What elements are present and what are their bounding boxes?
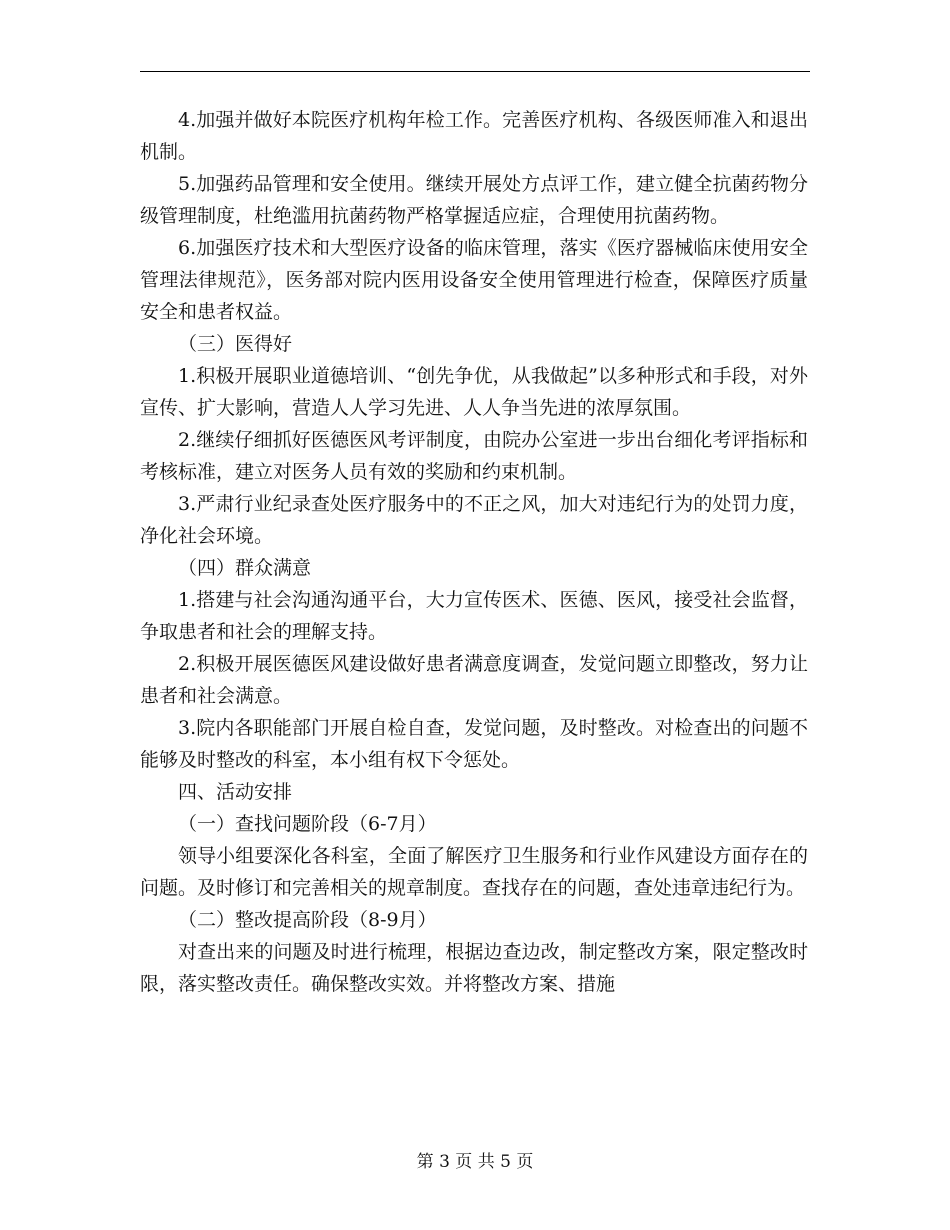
section-heading: （三）医得好 (178, 333, 293, 355)
paragraph: 对查出来的问题及时进行梳理，根据边查边改，制定整改方案，限定整改时限，落实整改责任。确保整改实效。并将整改方案、措施 (140, 941, 808, 995)
page-footer: 第 3 页 共 5 页 (416, 1152, 534, 1172)
subsection-heading: （二）整改提高阶段（8-9月） (178, 909, 437, 931)
paragraph: 2.积极开展医德医风建设做好患者满意度调查，发觉问题立即整改，努力让患者和社会满意。 (140, 653, 808, 707)
paragraph: 5.加强药品管理和安全使用。继续开展处方点评工作，建立健全抗菌药物分级管理制度，杜绝滥用抗菌药物严格掌握适应症，合理使用抗菌药物。 (140, 173, 808, 227)
paragraph: 4.加强并做好本院医疗机构年检工作。完善医疗机构、各级医师准入和退出机制。 (140, 109, 808, 163)
paragraph: 领导小组要深化各科室，全面了解医疗卫生服务和行业作风建设方面存在的问题。及时修订和完善相关的规章制度。查找存在的问题，查处违章违纪行为。 (140, 845, 808, 899)
document-body (140, 104, 808, 1000)
subsection-heading: （一）查找问题阶段（6-7月） (178, 813, 437, 835)
paragraph: 1.积极开展职业道德培训、“创先争优，从我做起”以多种形式和手段，对外宣传、扩大影响，营造人人学习先进、人人争当先进的浓厚氛围。 (140, 365, 808, 419)
paragraph: 2.继续仔细抓好医德医风考评制度，由院办公室进一步出台细化考评指标和考核标准，建立对医务人员有效的奖励和约束机制。 (140, 429, 808, 483)
paragraph: 1.搭建与社会沟通沟通平台，大力宣传医术、医德、医风，接受社会监督，争取患者和社会的理解支持。 (140, 589, 808, 643)
paragraph: 6.加强医疗技术和大型医疗设备的临床管理，落实《医疗器械临床使用安全管理法律规范》，医务部对院内医用设备安全使用管理进行检查，保障医疗质量安全和患者权益。 (140, 237, 808, 323)
paragraph: 3.院内各职能部门开展自检自查，发觉问题，及时整改。对检查出的问题不能够及时整改的科室，本小组有权下令惩处。 (140, 717, 808, 771)
header-rule (140, 71, 810, 72)
section-heading: 四、活动安排 (178, 781, 293, 803)
paragraph: 3.严肃行业纪录查处医疗服务中的不正之风，加大对违纪行为的处罚力度，净化社会环境。 (140, 493, 808, 547)
section-heading: （四）群众满意 (178, 557, 312, 579)
